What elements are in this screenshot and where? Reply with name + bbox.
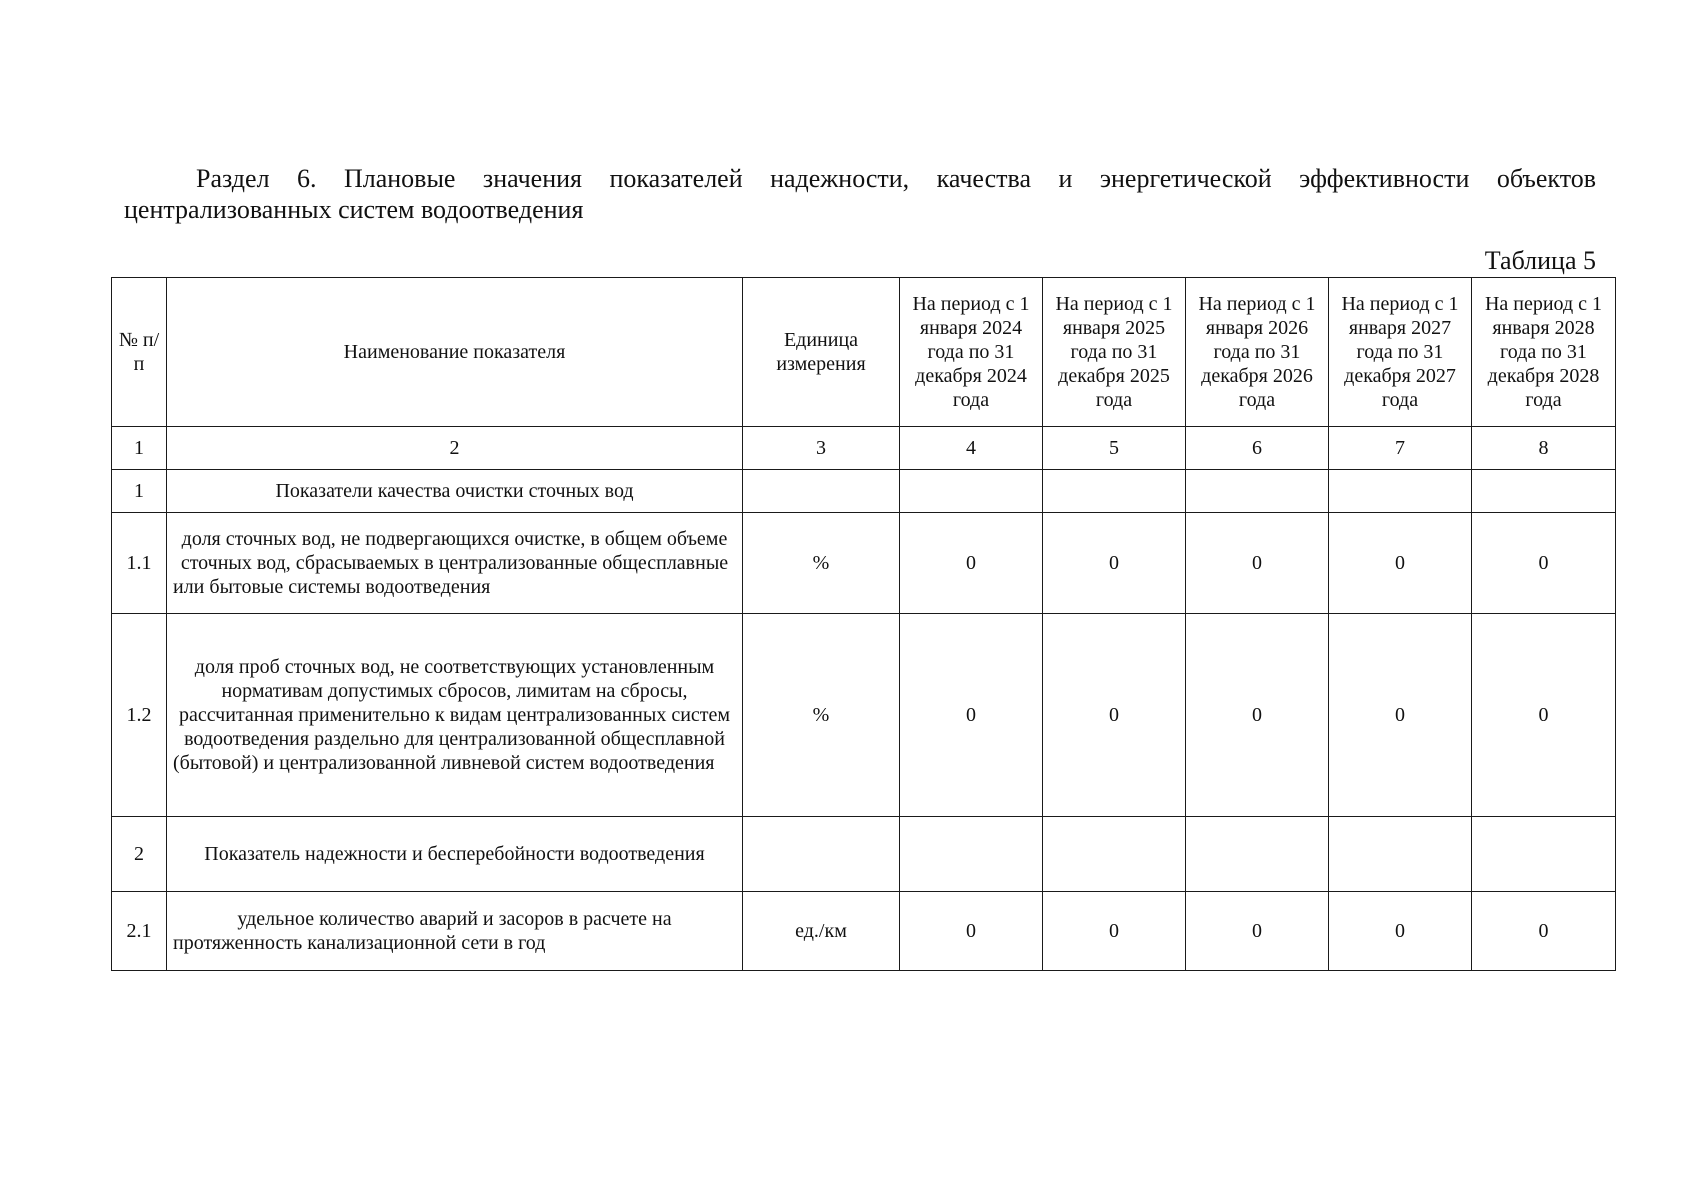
value-cell: 0	[1186, 513, 1329, 614]
header-name: Наименование показателя	[167, 278, 743, 427]
empty-cell	[1472, 470, 1616, 513]
column-number: 6	[1186, 427, 1329, 470]
column-number: 2	[167, 427, 743, 470]
header-num: № п/п	[112, 278, 167, 427]
empty-cell	[1186, 470, 1329, 513]
column-numbers-row	[112, 427, 1616, 470]
value-cell: 0	[1043, 614, 1186, 817]
indicator-name: удельное количество аварий и засоров в расчете на протяженность канализационной сети в год	[167, 892, 743, 971]
column-number: 1	[112, 427, 167, 470]
table-row-section-2	[112, 817, 1616, 892]
value-cell: 0	[1472, 513, 1616, 614]
value-cell: 0	[1043, 892, 1186, 971]
empty-cell	[743, 817, 900, 892]
table-row-2-1	[112, 892, 1616, 971]
table-row-section-1	[112, 470, 1616, 513]
value-cell: 0	[1043, 513, 1186, 614]
header-period-2027: На период с 1 января 2027 года по 31 декабря 2027 года	[1329, 278, 1472, 427]
value-cell: 0	[1329, 513, 1472, 614]
empty-cell	[1472, 817, 1616, 892]
header-period-2028: На период с 1 января 2028 года по 31 декабря 2028 года	[1472, 278, 1616, 427]
value-cell: 0	[900, 513, 1043, 614]
indicator-name: доля проб сточных вод, не соответствующих установленным нормативам допустимых сбросов, лимитам на сбросы, рассчитанная применительно к видам централизованных систем водоотведения раздельно для централизованной общесплавной (бытовой) и централизованной ливневой систем водоотведения	[167, 614, 743, 817]
table-caption: Таблица 5	[1484, 246, 1596, 275]
section-name: Показатели качества очистки сточных вод	[167, 470, 743, 513]
indicators-table	[111, 277, 1616, 971]
header-period-2024: На период с 1 января 2024 года по 31 декабря 2024 года	[900, 278, 1043, 427]
value-cell: 0	[1186, 614, 1329, 817]
row-num: 2	[112, 817, 167, 892]
value-cell: 0	[1472, 892, 1616, 971]
header-period-2026: На период с 1 января 2026 года по 31 декабря 2026 года	[1186, 278, 1329, 427]
header-unit: Единица измерения	[743, 278, 900, 427]
empty-cell	[1043, 817, 1186, 892]
section-heading: Раздел 6. Плановые значения показателей надежности, качества и энергетической эффективности объектов централизованных систем водоотведения	[124, 164, 1596, 224]
table-row-1-1	[112, 513, 1616, 614]
unit-cell: ед./км	[743, 892, 900, 971]
indicator-name: доля сточных вод, не подвергающихся очистке, в общем объеме сточных вод, сбрасываемых в централизованные общесплавные или бытовые системы водоотведения	[167, 513, 743, 614]
value-cell: 0	[1472, 614, 1616, 817]
section-name: Показатель надежности и бесперебойности водоотведения	[167, 817, 743, 892]
empty-cell	[1186, 817, 1329, 892]
unit-cell: %	[743, 614, 900, 817]
value-cell: 0	[1329, 614, 1472, 817]
unit-cell: %	[743, 513, 900, 614]
empty-cell	[900, 817, 1043, 892]
value-cell: 0	[1329, 892, 1472, 971]
empty-cell	[1043, 470, 1186, 513]
row-num: 1.2	[112, 614, 167, 817]
row-num: 2.1	[112, 892, 167, 971]
value-cell: 0	[1186, 892, 1329, 971]
row-num: 1	[112, 470, 167, 513]
column-number: 7	[1329, 427, 1472, 470]
empty-cell	[1329, 470, 1472, 513]
column-number: 8	[1472, 427, 1616, 470]
column-number: 3	[743, 427, 900, 470]
table-header-row	[112, 278, 1616, 427]
column-number: 4	[900, 427, 1043, 470]
table-row-1-2	[112, 614, 1616, 817]
value-cell: 0	[900, 614, 1043, 817]
empty-cell	[900, 470, 1043, 513]
empty-cell	[1329, 817, 1472, 892]
row-num: 1.1	[112, 513, 167, 614]
value-cell: 0	[900, 892, 1043, 971]
empty-cell	[743, 470, 900, 513]
column-number: 5	[1043, 427, 1186, 470]
header-period-2025: На период с 1 января 2025 года по 31 декабря 2025 года	[1043, 278, 1186, 427]
